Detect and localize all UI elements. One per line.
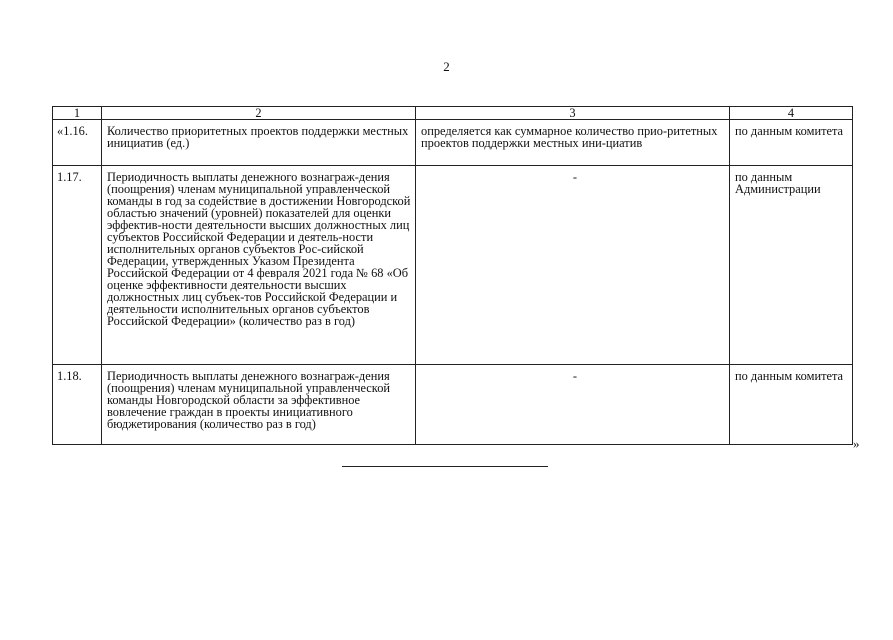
column-header-3: 3 (416, 107, 730, 120)
page-number: 2 (443, 59, 450, 74)
data-source: по данным комитета (730, 365, 853, 445)
calculation-method: определяется как суммарное количество прио-ритетных проектов поддержки местных ини-циатив (416, 120, 730, 166)
column-header-2: 2 (102, 107, 416, 120)
indicator-name: Периодичность выплаты денежного вознаграж-дения (поощрения) членам муниципальной управленческой команды в год за содействие в достижении Новгородской областью значений (уровней) показателей для оценки эффектив-ности деятельности высших должностных лиц субъектов Российской Федерации и деятель-ности исполнительных органов субъектов Рос-сийской Федерации, утвержденных Указом Президента Российской Федерации от 4 февраля 2021 года № 68 «Об оценке эффективности деятельности высших должностных лиц субъек-тов Российской Федерации и деятельности исполнительных органов субъектов Российской Федерации» (количество раз в год) (102, 166, 416, 365)
table-row (53, 365, 853, 445)
row-number: 1.17. (53, 166, 102, 365)
calculation-method: - (416, 166, 730, 365)
data-source: по данным Администрации (730, 166, 853, 365)
table-row (53, 120, 853, 166)
indicator-name: Количество приоритетных проектов поддержки местных инициатив (ед.) (102, 120, 416, 166)
row-number: 1.18. (53, 365, 102, 445)
calculation-method: - (416, 365, 730, 445)
table-header-row (53, 107, 853, 120)
indicator-name: Периодичность выплаты денежного вознаграж-дения (поощрения) членам муниципальной управленческой команды Новгородской области за эффективное вовлечение граждан в проекты инициативного бюджетирования (количество раз в год) (102, 365, 416, 445)
column-header-4: 4 (730, 107, 853, 120)
closing-quote: » (853, 436, 860, 451)
indicators-table (52, 106, 853, 445)
data-source: по данным комитета (730, 120, 853, 166)
footer-divider (342, 466, 548, 467)
table-row (53, 166, 853, 365)
row-number: «1.16. (53, 120, 102, 166)
column-header-1: 1 (53, 107, 102, 120)
